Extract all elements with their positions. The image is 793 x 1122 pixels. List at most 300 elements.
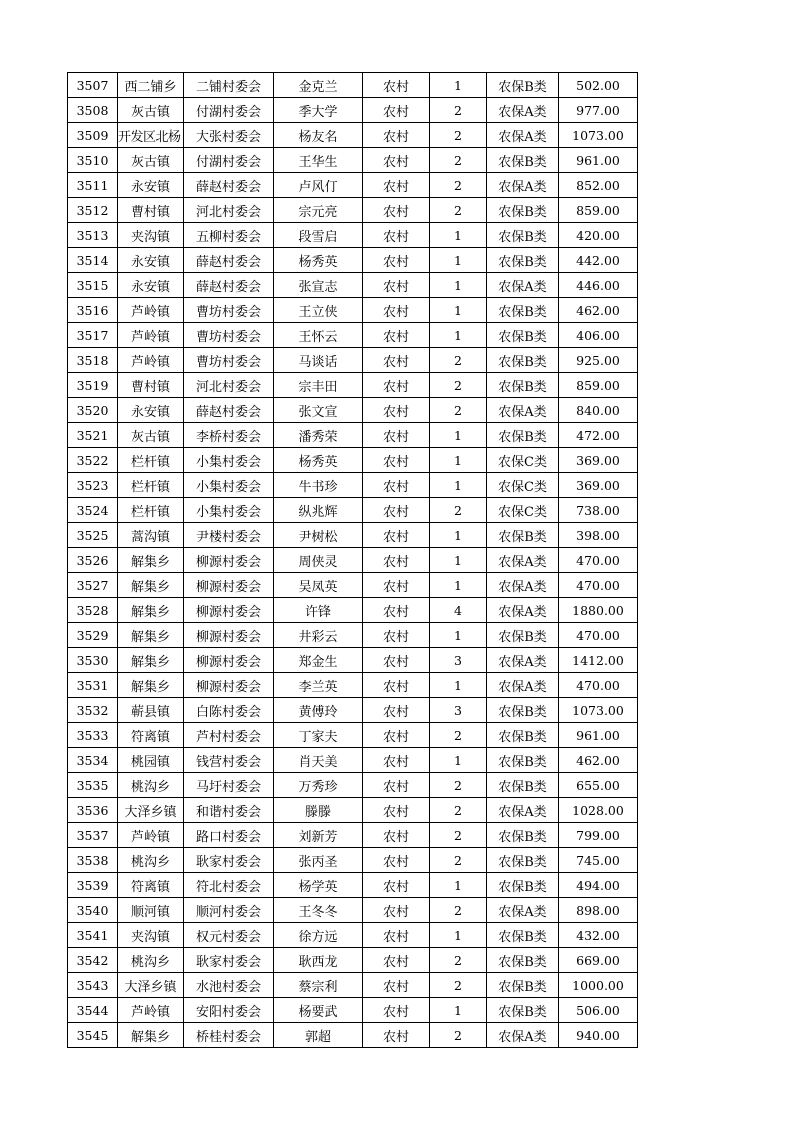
cell-township: 西二铺乡 xyxy=(118,73,184,98)
cell-member-count: 2 xyxy=(430,948,487,973)
cell-village-committee: 李桥村委会 xyxy=(184,423,274,448)
cell-insurance-category: 农保B类 xyxy=(487,973,559,998)
table-row xyxy=(68,848,638,873)
cell-person-name: 耿西龙 xyxy=(274,948,363,973)
table-row xyxy=(68,573,638,598)
cell-member-count: 2 xyxy=(430,373,487,398)
cell-household-type: 农村 xyxy=(363,498,430,523)
cell-township: 桃园镇 xyxy=(118,748,184,773)
cell-household-type: 农村 xyxy=(363,273,430,298)
cell-person-name: 张文宣 xyxy=(274,398,363,423)
cell-township: 大泽乡镇 xyxy=(118,973,184,998)
cell-amount: 898.00 xyxy=(559,898,638,923)
cell-amount: 940.00 xyxy=(559,1023,638,1048)
cell-row-number: 3533 xyxy=(68,723,118,748)
cell-person-name: 杨要武 xyxy=(274,998,363,1023)
cell-insurance-category: 农保B类 xyxy=(487,948,559,973)
cell-insurance-category: 农保A类 xyxy=(487,98,559,123)
cell-village-committee: 曹坊村委会 xyxy=(184,298,274,323)
cell-row-number: 3513 xyxy=(68,223,118,248)
cell-row-number: 3530 xyxy=(68,648,118,673)
cell-household-type: 农村 xyxy=(363,348,430,373)
cell-household-type: 农村 xyxy=(363,548,430,573)
cell-row-number: 3538 xyxy=(68,848,118,873)
cell-row-number: 3515 xyxy=(68,273,118,298)
cell-row-number: 3517 xyxy=(68,323,118,348)
cell-township: 栏杆镇 xyxy=(118,473,184,498)
cell-row-number: 3523 xyxy=(68,473,118,498)
cell-amount: 1028.00 xyxy=(559,798,638,823)
cell-row-number: 3512 xyxy=(68,198,118,223)
cell-insurance-category: 农保B类 xyxy=(487,773,559,798)
cell-insurance-category: 农保B类 xyxy=(487,223,559,248)
cell-village-committee: 付湖村委会 xyxy=(184,148,274,173)
cell-row-number: 3544 xyxy=(68,998,118,1023)
cell-row-number: 3536 xyxy=(68,798,118,823)
cell-member-count: 1 xyxy=(430,298,487,323)
cell-household-type: 农村 xyxy=(363,248,430,273)
cell-village-committee: 耿家村委会 xyxy=(184,848,274,873)
cell-township: 栏杆镇 xyxy=(118,498,184,523)
cell-household-type: 农村 xyxy=(363,823,430,848)
cell-village-committee: 权元村委会 xyxy=(184,923,274,948)
cell-insurance-category: 农保A类 xyxy=(487,273,559,298)
table-row xyxy=(68,398,638,423)
table-row xyxy=(68,523,638,548)
cell-household-type: 农村 xyxy=(363,523,430,548)
table-row xyxy=(68,198,638,223)
cell-row-number: 3532 xyxy=(68,698,118,723)
cell-person-name: 郭超 xyxy=(274,1023,363,1048)
table-row xyxy=(68,423,638,448)
cell-amount: 472.00 xyxy=(559,423,638,448)
cell-township: 芦岭镇 xyxy=(118,298,184,323)
cell-insurance-category: 农保A类 xyxy=(487,398,559,423)
cell-insurance-category: 农保A类 xyxy=(487,573,559,598)
cell-township: 夹沟镇 xyxy=(118,223,184,248)
cell-member-count: 2 xyxy=(430,148,487,173)
cell-amount: 506.00 xyxy=(559,998,638,1023)
cell-township: 永安镇 xyxy=(118,173,184,198)
cell-household-type: 农村 xyxy=(363,723,430,748)
cell-person-name: 段雪启 xyxy=(274,223,363,248)
cell-insurance-category: 农保B类 xyxy=(487,523,559,548)
cell-person-name: 刘新芳 xyxy=(274,823,363,848)
cell-insurance-category: 农保B类 xyxy=(487,323,559,348)
cell-insurance-category: 农保B类 xyxy=(487,423,559,448)
cell-village-committee: 小集村委会 xyxy=(184,473,274,498)
cell-amount: 925.00 xyxy=(559,348,638,373)
cell-member-count: 2 xyxy=(430,198,487,223)
cell-member-count: 1 xyxy=(430,423,487,448)
cell-row-number: 3519 xyxy=(68,373,118,398)
cell-person-name: 尹树松 xyxy=(274,523,363,548)
cell-amount: 494.00 xyxy=(559,873,638,898)
table-row xyxy=(68,748,638,773)
cell-village-committee: 柳源村委会 xyxy=(184,598,274,623)
cell-member-count: 2 xyxy=(430,898,487,923)
table-row xyxy=(68,723,638,748)
cell-household-type: 农村 xyxy=(363,298,430,323)
cell-village-committee: 柳源村委会 xyxy=(184,548,274,573)
cell-township: 解集乡 xyxy=(118,623,184,648)
cell-insurance-category: 农保B类 xyxy=(487,923,559,948)
cell-village-committee: 河北村委会 xyxy=(184,198,274,223)
cell-person-name: 周侠灵 xyxy=(274,548,363,573)
cell-village-committee: 符北村委会 xyxy=(184,873,274,898)
table-row xyxy=(68,1023,638,1048)
cell-member-count: 2 xyxy=(430,798,487,823)
cell-row-number: 3543 xyxy=(68,973,118,998)
cell-person-name: 杨秀英 xyxy=(274,448,363,473)
cell-insurance-category: 农保B类 xyxy=(487,373,559,398)
cell-amount: 442.00 xyxy=(559,248,638,273)
cell-member-count: 3 xyxy=(430,648,487,673)
cell-township: 芦岭镇 xyxy=(118,823,184,848)
cell-township: 大泽乡镇 xyxy=(118,798,184,823)
table-row xyxy=(68,373,638,398)
cell-amount: 462.00 xyxy=(559,298,638,323)
table-row xyxy=(68,473,638,498)
cell-member-count: 2 xyxy=(430,723,487,748)
cell-amount: 840.00 xyxy=(559,398,638,423)
cell-member-count: 1 xyxy=(430,273,487,298)
table-row xyxy=(68,448,638,473)
cell-amount: 977.00 xyxy=(559,98,638,123)
cell-household-type: 农村 xyxy=(363,148,430,173)
cell-row-number: 3537 xyxy=(68,823,118,848)
cell-township: 灰古镇 xyxy=(118,148,184,173)
table-row xyxy=(68,498,638,523)
cell-person-name: 李兰英 xyxy=(274,673,363,698)
cell-insurance-category: 农保B类 xyxy=(487,748,559,773)
cell-household-type: 农村 xyxy=(363,648,430,673)
cell-insurance-category: 农保B类 xyxy=(487,848,559,873)
cell-insurance-category: 农保C类 xyxy=(487,473,559,498)
cell-person-name: 季大学 xyxy=(274,98,363,123)
table-row xyxy=(68,98,638,123)
cell-amount: 669.00 xyxy=(559,948,638,973)
cell-village-committee: 安阳村委会 xyxy=(184,998,274,1023)
cell-township: 芦岭镇 xyxy=(118,998,184,1023)
table-row xyxy=(68,973,638,998)
cell-amount: 406.00 xyxy=(559,323,638,348)
cell-member-count: 1 xyxy=(430,223,487,248)
cell-insurance-category: 农保A类 xyxy=(487,798,559,823)
cell-township: 顺河镇 xyxy=(118,898,184,923)
cell-row-number: 3542 xyxy=(68,948,118,973)
cell-household-type: 农村 xyxy=(363,98,430,123)
cell-person-name: 潘秀荣 xyxy=(274,423,363,448)
cell-member-count: 1 xyxy=(430,448,487,473)
cell-village-committee: 桥桂村委会 xyxy=(184,1023,274,1048)
cell-member-count: 1 xyxy=(430,248,487,273)
cell-member-count: 3 xyxy=(430,698,487,723)
cell-township: 栏杆镇 xyxy=(118,448,184,473)
cell-row-number: 3508 xyxy=(68,98,118,123)
cell-person-name: 王怀云 xyxy=(274,323,363,348)
cell-household-type: 农村 xyxy=(363,873,430,898)
cell-insurance-category: 农保B类 xyxy=(487,198,559,223)
cell-row-number: 3518 xyxy=(68,348,118,373)
cell-household-type: 农村 xyxy=(363,73,430,98)
cell-township: 灰古镇 xyxy=(118,423,184,448)
cell-insurance-category: 农保B类 xyxy=(487,723,559,748)
table-row xyxy=(68,298,638,323)
cell-person-name: 吴凤英 xyxy=(274,573,363,598)
cell-row-number: 3507 xyxy=(68,73,118,98)
cell-household-type: 农村 xyxy=(363,923,430,948)
cell-amount: 799.00 xyxy=(559,823,638,848)
cell-village-committee: 大张村委会 xyxy=(184,123,274,148)
cell-village-committee: 柳源村委会 xyxy=(184,648,274,673)
cell-township: 解集乡 xyxy=(118,673,184,698)
cell-household-type: 农村 xyxy=(363,373,430,398)
cell-household-type: 农村 xyxy=(363,573,430,598)
cell-amount: 470.00 xyxy=(559,548,638,573)
cell-member-count: 1 xyxy=(430,573,487,598)
table-row xyxy=(68,348,638,373)
cell-household-type: 农村 xyxy=(363,848,430,873)
cell-person-name: 杨秀英 xyxy=(274,248,363,273)
cell-amount: 655.00 xyxy=(559,773,638,798)
cell-member-count: 1 xyxy=(430,523,487,548)
cell-person-name: 郑金生 xyxy=(274,648,363,673)
cell-household-type: 农村 xyxy=(363,698,430,723)
cell-amount: 961.00 xyxy=(559,148,638,173)
cell-person-name: 王立侠 xyxy=(274,298,363,323)
cell-member-count: 1 xyxy=(430,873,487,898)
cell-member-count: 2 xyxy=(430,973,487,998)
cell-insurance-category: 农保C类 xyxy=(487,448,559,473)
table-row xyxy=(68,898,638,923)
cell-township: 解集乡 xyxy=(118,573,184,598)
table-row xyxy=(68,773,638,798)
cell-village-committee: 马圩村委会 xyxy=(184,773,274,798)
cell-member-count: 1 xyxy=(430,623,487,648)
cell-village-committee: 五柳村委会 xyxy=(184,223,274,248)
cell-household-type: 农村 xyxy=(363,773,430,798)
cell-amount: 859.00 xyxy=(559,373,638,398)
cell-member-count: 4 xyxy=(430,598,487,623)
cell-insurance-category: 农保A类 xyxy=(487,898,559,923)
cell-member-count: 2 xyxy=(430,123,487,148)
cell-person-name: 张宣志 xyxy=(274,273,363,298)
table-row xyxy=(68,698,638,723)
cell-insurance-category: 农保A类 xyxy=(487,598,559,623)
cell-household-type: 农村 xyxy=(363,973,430,998)
cell-amount: 470.00 xyxy=(559,573,638,598)
cell-insurance-category: 农保B类 xyxy=(487,823,559,848)
cell-village-committee: 曹坊村委会 xyxy=(184,323,274,348)
cell-member-count: 1 xyxy=(430,673,487,698)
cell-person-name: 卢风仃 xyxy=(274,173,363,198)
cell-row-number: 3531 xyxy=(68,673,118,698)
cell-member-count: 1 xyxy=(430,923,487,948)
cell-insurance-category: 农保B类 xyxy=(487,698,559,723)
cell-household-type: 农村 xyxy=(363,748,430,773)
cell-person-name: 张丙圣 xyxy=(274,848,363,873)
cell-household-type: 农村 xyxy=(363,223,430,248)
cell-row-number: 3539 xyxy=(68,873,118,898)
table-row xyxy=(68,623,638,648)
cell-township: 永安镇 xyxy=(118,398,184,423)
cell-member-count: 2 xyxy=(430,773,487,798)
cell-person-name: 杨学英 xyxy=(274,873,363,898)
cell-member-count: 1 xyxy=(430,323,487,348)
cell-row-number: 3514 xyxy=(68,248,118,273)
cell-person-name: 徐方远 xyxy=(274,923,363,948)
cell-person-name: 王华生 xyxy=(274,148,363,173)
roster-table xyxy=(67,72,638,1048)
cell-person-name: 丁家夫 xyxy=(274,723,363,748)
cell-row-number: 3527 xyxy=(68,573,118,598)
cell-insurance-category: 农保B类 xyxy=(487,248,559,273)
cell-member-count: 1 xyxy=(430,998,487,1023)
cell-row-number: 3534 xyxy=(68,748,118,773)
cell-amount: 420.00 xyxy=(559,223,638,248)
cell-row-number: 3510 xyxy=(68,148,118,173)
cell-row-number: 3525 xyxy=(68,523,118,548)
cell-township: 曹村镇 xyxy=(118,373,184,398)
cell-insurance-category: 农保A类 xyxy=(487,673,559,698)
table-row xyxy=(68,798,638,823)
cell-insurance-category: 农保B类 xyxy=(487,623,559,648)
cell-person-name: 黄傅玲 xyxy=(274,698,363,723)
cell-row-number: 3511 xyxy=(68,173,118,198)
cell-person-name: 滕滕 xyxy=(274,798,363,823)
cell-insurance-category: 农保B类 xyxy=(487,998,559,1023)
cell-household-type: 农村 xyxy=(363,623,430,648)
cell-village-committee: 薛赵村委会 xyxy=(184,248,274,273)
cell-township: 开发区北杨 xyxy=(118,123,184,148)
table-row xyxy=(68,923,638,948)
cell-insurance-category: 农保B类 xyxy=(487,148,559,173)
cell-insurance-category: 农保A类 xyxy=(487,173,559,198)
cell-village-committee: 路口村委会 xyxy=(184,823,274,848)
cell-household-type: 农村 xyxy=(363,323,430,348)
cell-person-name: 宗丰田 xyxy=(274,373,363,398)
cell-person-name: 金克兰 xyxy=(274,73,363,98)
cell-household-type: 农村 xyxy=(363,1023,430,1048)
cell-person-name: 许锋 xyxy=(274,598,363,623)
cell-township: 解集乡 xyxy=(118,648,184,673)
cell-village-committee: 二铺村委会 xyxy=(184,73,274,98)
cell-row-number: 3526 xyxy=(68,548,118,573)
table-row xyxy=(68,548,638,573)
cell-village-committee: 小集村委会 xyxy=(184,498,274,523)
cell-amount: 961.00 xyxy=(559,723,638,748)
cell-person-name: 蔡宗利 xyxy=(274,973,363,998)
cell-member-count: 2 xyxy=(430,173,487,198)
cell-member-count: 2 xyxy=(430,98,487,123)
cell-amount: 369.00 xyxy=(559,448,638,473)
cell-household-type: 农村 xyxy=(363,998,430,1023)
cell-member-count: 2 xyxy=(430,823,487,848)
cell-amount: 398.00 xyxy=(559,523,638,548)
cell-row-number: 3529 xyxy=(68,623,118,648)
cell-row-number: 3528 xyxy=(68,598,118,623)
cell-village-committee: 薛赵村委会 xyxy=(184,173,274,198)
cell-village-committee: 芦村村委会 xyxy=(184,723,274,748)
cell-household-type: 农村 xyxy=(363,673,430,698)
cell-township: 蒿沟镇 xyxy=(118,523,184,548)
cell-person-name: 马谈话 xyxy=(274,348,363,373)
cell-member-count: 1 xyxy=(430,473,487,498)
cell-amount: 432.00 xyxy=(559,923,638,948)
table-row xyxy=(68,73,638,98)
cell-row-number: 3524 xyxy=(68,498,118,523)
table-body xyxy=(68,73,638,1048)
cell-township: 解集乡 xyxy=(118,1023,184,1048)
cell-amount: 1073.00 xyxy=(559,123,638,148)
cell-row-number: 3516 xyxy=(68,298,118,323)
cell-township: 蕲县镇 xyxy=(118,698,184,723)
cell-person-name: 牛书珍 xyxy=(274,473,363,498)
cell-amount: 1880.00 xyxy=(559,598,638,623)
cell-household-type: 农村 xyxy=(363,798,430,823)
cell-township: 永安镇 xyxy=(118,273,184,298)
cell-township: 灰古镇 xyxy=(118,98,184,123)
cell-village-committee: 顺河村委会 xyxy=(184,898,274,923)
cell-village-committee: 柳源村委会 xyxy=(184,673,274,698)
cell-member-count: 2 xyxy=(430,398,487,423)
table-row xyxy=(68,823,638,848)
table-row xyxy=(68,998,638,1023)
cell-person-name: 万秀珍 xyxy=(274,773,363,798)
cell-amount: 738.00 xyxy=(559,498,638,523)
cell-row-number: 3540 xyxy=(68,898,118,923)
cell-village-committee: 柳源村委会 xyxy=(184,623,274,648)
cell-village-committee: 和谐村委会 xyxy=(184,798,274,823)
cell-township: 解集乡 xyxy=(118,598,184,623)
cell-row-number: 3545 xyxy=(68,1023,118,1048)
cell-insurance-category: 农保A类 xyxy=(487,123,559,148)
cell-amount: 470.00 xyxy=(559,623,638,648)
cell-village-committee: 小集村委会 xyxy=(184,448,274,473)
cell-household-type: 农村 xyxy=(363,423,430,448)
table-row xyxy=(68,598,638,623)
cell-person-name: 王冬冬 xyxy=(274,898,363,923)
table-row xyxy=(68,123,638,148)
cell-amount: 859.00 xyxy=(559,198,638,223)
cell-row-number: 3522 xyxy=(68,448,118,473)
cell-insurance-category: 农保B类 xyxy=(487,873,559,898)
cell-person-name: 纵兆辉 xyxy=(274,498,363,523)
cell-insurance-category: 农保A类 xyxy=(487,548,559,573)
cell-village-committee: 付湖村委会 xyxy=(184,98,274,123)
cell-member-count: 1 xyxy=(430,73,487,98)
table-row xyxy=(68,248,638,273)
cell-row-number: 3509 xyxy=(68,123,118,148)
cell-row-number: 3521 xyxy=(68,423,118,448)
cell-household-type: 农村 xyxy=(363,198,430,223)
cell-member-count: 2 xyxy=(430,348,487,373)
cell-village-committee: 水池村委会 xyxy=(184,973,274,998)
cell-member-count: 2 xyxy=(430,1023,487,1048)
cell-township: 桃沟乡 xyxy=(118,773,184,798)
cell-village-committee: 白陈村委会 xyxy=(184,698,274,723)
cell-member-count: 1 xyxy=(430,748,487,773)
cell-township: 曹村镇 xyxy=(118,198,184,223)
cell-insurance-category: 农保B类 xyxy=(487,73,559,98)
cell-household-type: 农村 xyxy=(363,598,430,623)
cell-household-type: 农村 xyxy=(363,898,430,923)
cell-household-type: 农村 xyxy=(363,473,430,498)
table-row xyxy=(68,673,638,698)
cell-township: 解集乡 xyxy=(118,548,184,573)
cell-township: 符离镇 xyxy=(118,723,184,748)
